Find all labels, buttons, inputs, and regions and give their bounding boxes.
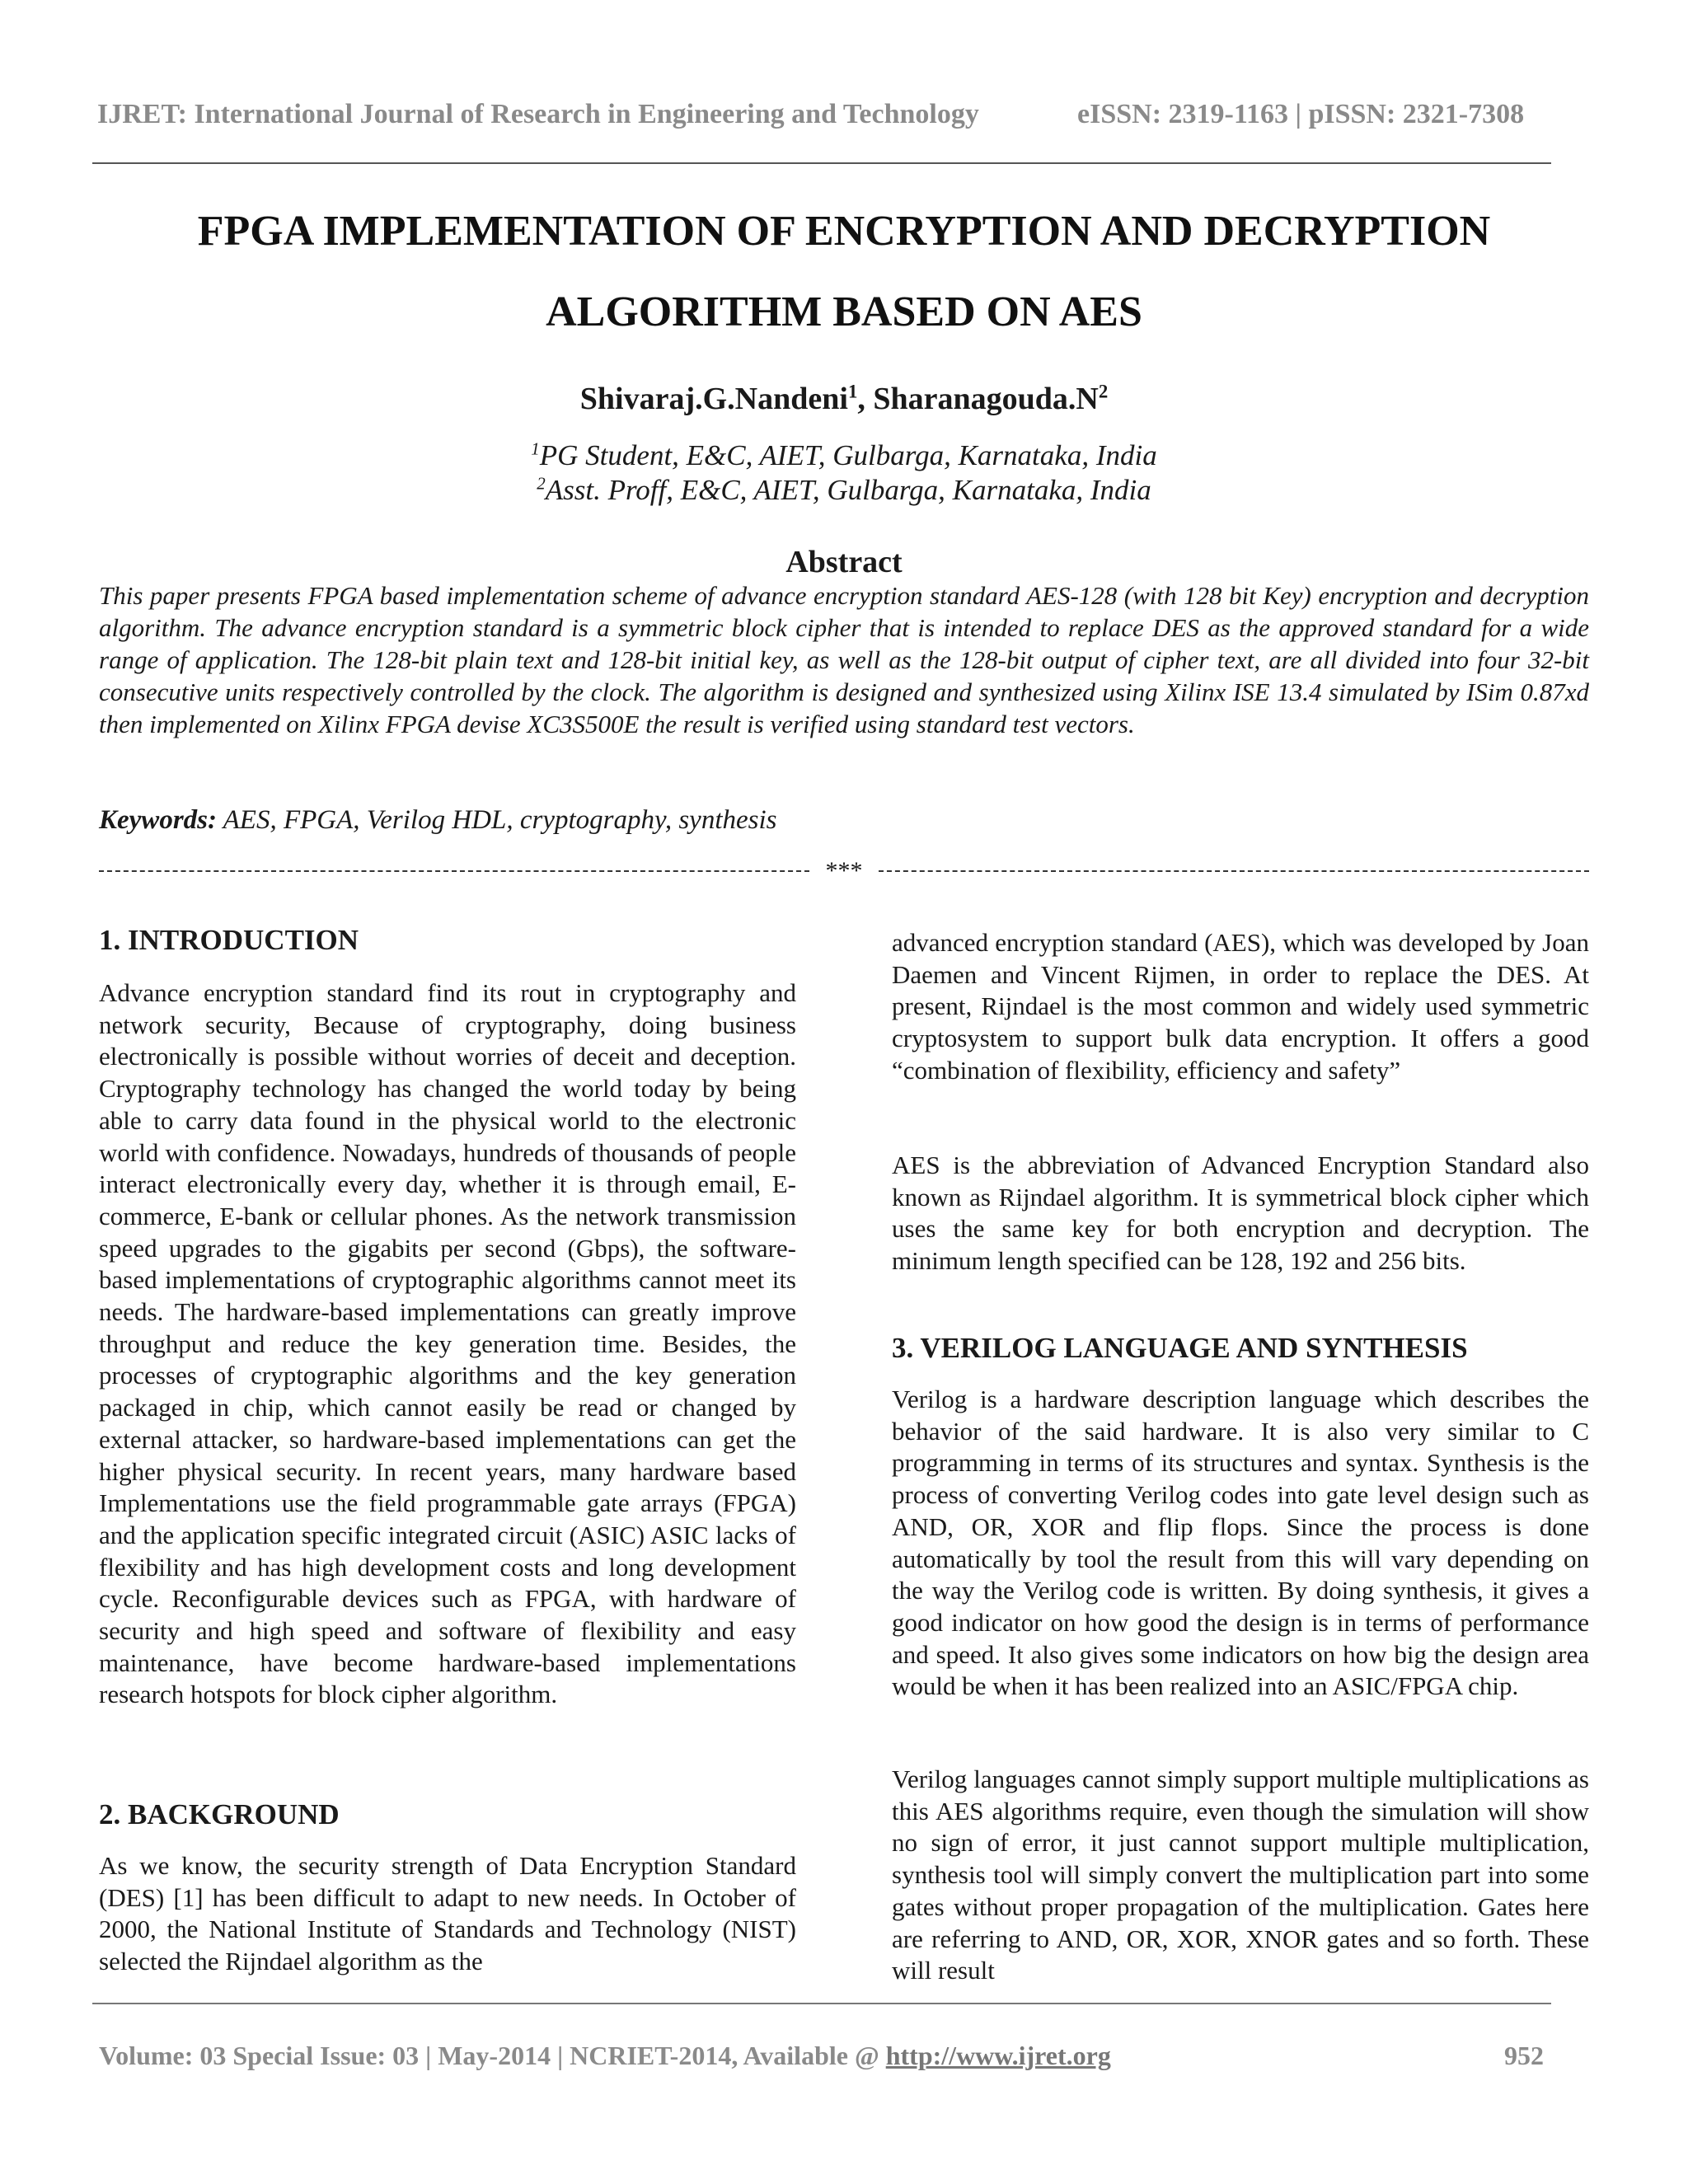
footer-text: Volume: 03 Special Issue: 03 | May-2014 | NCRIET-2014, Available @ <box>99 2041 886 2070</box>
affiliation-1-text: PG Student, E&C, AIET, Gulbarga, Karnataka, India <box>539 439 1157 471</box>
background-paragraph-continued: advanced encryption standard (AES), which was developed by Joan Daemen and Vincent Rijmen, in order to replace the DES. At present, Rijndael is the most common and widely used symmetric cryptosystem to support bulk data encryption. It offers a good “combination of flexibility, efficiency and safety” <box>892 928 1589 1085</box>
affiliation-1 <box>97 439 1591 472</box>
footer-info <box>99 2041 1111 2071</box>
authors <box>97 381 1591 417</box>
title-line-2: ALGORITHM BASED ON AES <box>546 288 1142 335</box>
page-number: 952 <box>1504 2041 1544 2070</box>
verilog-text-1 <box>892 1384 1589 1703</box>
affiliation-1-mark: 1 <box>531 438 540 459</box>
section-heading-background: 2. BACKGROUND <box>99 1798 340 1830</box>
author-1: Shivaraj.G.Nandeni <box>579 382 848 416</box>
divider-dash-right <box>879 870 1589 872</box>
title-line-1: FPGA IMPLEMENTATION OF ENCRYPTION AND DECRYPTION <box>197 208 1491 255</box>
author-2-mark: 2 <box>1098 381 1109 402</box>
affiliation-2-text: Asst. Proff, E&C, AIET, Gulbarga, Karnataka, India <box>545 474 1151 506</box>
background-text-right <box>892 927 1589 1087</box>
divider-stars: *** <box>825 857 863 884</box>
author-1-mark: 1 <box>847 381 858 402</box>
affiliation-2 <box>97 474 1591 507</box>
journal-header: IJRET: International Journal of Research in Engineering and Technology <box>97 99 979 129</box>
section-divider <box>99 857 1589 882</box>
affiliation-2-mark: 2 <box>537 473 546 494</box>
keywords <box>99 805 777 836</box>
footer-rule <box>92 2003 1551 2004</box>
keywords-text: AES, FPGA, Verilog HDL, cryptography, synthesis <box>217 805 777 835</box>
issn-header: eISSN: 2319-1163 | pISSN: 2321-7308 <box>1077 99 1525 129</box>
verilog-paragraph-1: Verilog is a hardware description language which describes the behavior of the said hardware. It is also very similar to C programming in terms of its structures and syntax. Synthesis is the process of converting Verilog codes into gate level design such as AND, OR, XOR and flip flops. Since the process is done automatically by tool the result from this will vary depending on the way the Verilog code is written. By doing synthesis, it gives a good indicator on how good the design is in terms of performance and speed. It also gives some indicators on how big the design area would be when it has been realized into an ASIC/FPGA chip. <box>892 1385 1589 1701</box>
aes-paragraph: AES is the abbreviation of Advanced Encryption Standard also known as Rijndael algorithm. It is symmetrical block cipher which uses the same key for both encryption and decryption. The minimum length specified can be 128, 192 and 256 bits. <box>892 1151 1589 1276</box>
abstract-heading: Abstract <box>785 545 903 579</box>
header-rule <box>92 162 1551 164</box>
author-2: Sharanagouda.N <box>873 382 1099 416</box>
author-separator: , <box>857 382 874 416</box>
paper-title <box>97 191 1591 353</box>
background-paragraph-start: As we know, the security strength of Data Encryption Standard (DES) [1] has been difficult to adapt to new needs. In October of 2000, the National Institute of Standards and Technology (NIST) selected the Rijndael algorithm as the <box>99 1851 796 1976</box>
aes-text <box>892 1150 1589 1277</box>
keywords-label: Keywords: <box>99 805 217 835</box>
introduction-paragraph: Advance encryption standard find its rout in cryptography and network security, Because of cryptography, doing business electronically is possible without worries of deceit and deception. Cryptography technology has changed the world today by being able to carry data found in the physical world to the electronic world with confidence. Nowadays, hundreds of thousands of people interact electronically every day, whether it is through email, E-commerce, E-bank or cellular phones. As the network transmission speed upgrades to the gigabits per second (Gbps), the software-based implementations of cryptographic algorithms cannot meet its needs. The hardware-based implementations can greatly improve throughput and reduce the key generation time. Besides, the processes of cryptographic algorithms and the key generation packaged in chip, which cannot easily be read or changed by external attacker, so hardware-based implementations can get the higher physical security. In recent years, many hardware based Implementations use the field programmable gate arrays (FPGA) and the application specific integrated circuit (ASIC) ASIC lacks of flexibility and has high development costs and long development cycle. Reconfigurable devices such as FPGA, with hardware of security and high speed and software of flexibility and easy maintenance, have become hardware-based implementations research hotspots for block cipher algorithm. <box>99 978 796 1709</box>
section-heading-introduction: 1. INTRODUCTION <box>99 924 359 956</box>
background-text-left <box>99 1850 796 1978</box>
section-heading-verilog: 3. VERILOG LANGUAGE AND SYNTHESIS <box>892 1332 1468 1364</box>
divider-dash-left <box>99 870 809 872</box>
verilog-text-2 <box>892 1764 1589 1987</box>
footer-link[interactable]: http://www.ijret.org <box>885 2041 1111 2070</box>
verilog-paragraph-2: Verilog languages cannot simply support multiple multiplications as this AES algorithms require, even though the simulation will show no sign of error, it just cannot support multiple multiplication, synthesis tool will simply convert the multiplication part into some gates without proper propagation of the multiplication. Gates here are referring to AND, OR, XOR, XNOR gates and so forth. These will result <box>892 1765 1589 1985</box>
abstract-text: This paper presents FPGA based implementation scheme of advance encryption standard AES-128 (with 128 bit Key) encryption and decryption algorithm. The advance encryption standard is a symmetric block cipher that is intended to replace DES as the approved standard for a wide range of application. The 128-bit plain text and 128-bit initial key, as well as the 128-bit output of cipher text, are all divided into four 32-bit consecutive units respectively controlled by the clock. The algorithm is designed and synthesized using Xilinx ISE 13.4 simulated by ISim 0.87xd then implemented on Xilinx FPGA devise XC3S500E the result is verified using standard test vectors. <box>99 581 1589 738</box>
introduction-text <box>99 977 796 1711</box>
